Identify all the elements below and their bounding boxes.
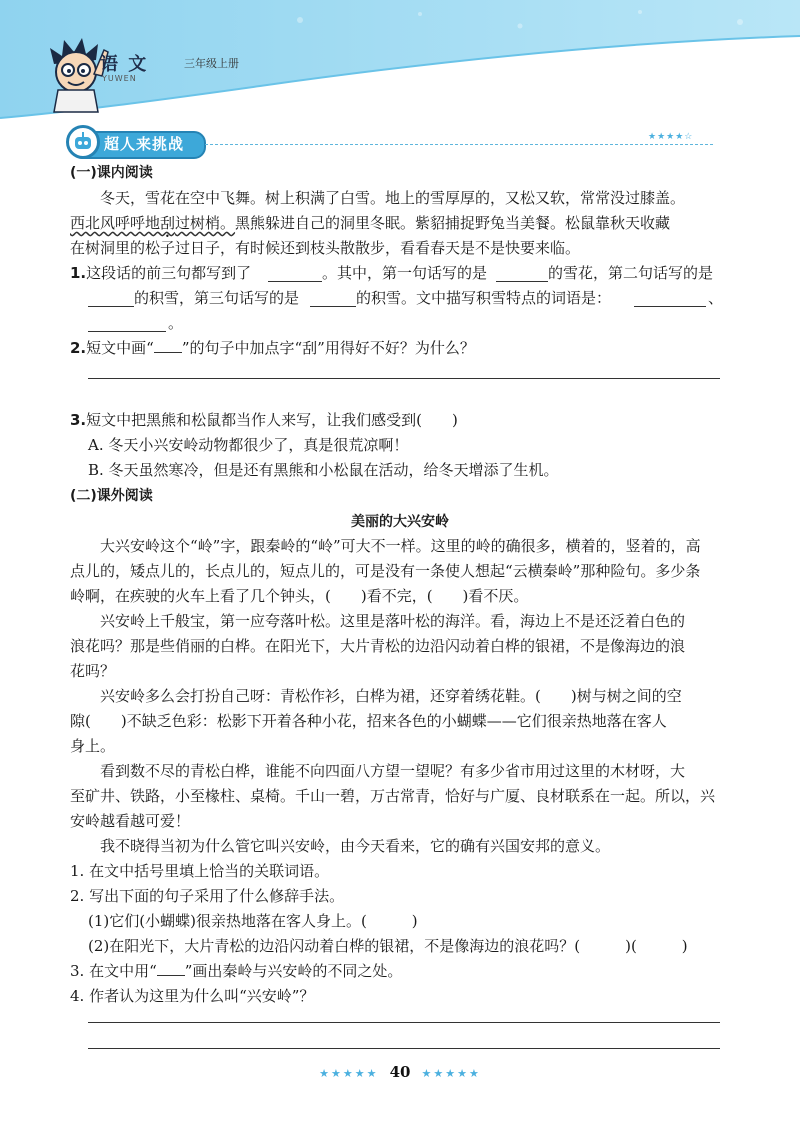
question-1: 1.这段话的前三句都写到了 — [70, 264, 252, 282]
article-line-10: 看到数不尽的青松白桦，谁能不向四面八方望一望呢？有多少省市用过这里的木材呀，大 — [100, 762, 686, 780]
p2-question-3: 3. 在文中用“ ”画出秦岭与兴安岭的不同之处。 — [70, 962, 403, 980]
blank-1e[interactable] — [634, 306, 706, 307]
article-line-12: 安岭越看越可爱！ — [70, 812, 191, 830]
article-line-3: 岭啊，在疾驶的火车上看了几个钟头，( )看不完，( )看不厌。 — [70, 587, 529, 605]
question-1-part-e: 的积雪。文中描写积雪特点的词语是： — [356, 289, 612, 307]
question-1-part-d: 的积雪，第三句话写的是 — [134, 289, 300, 307]
article-line-5: 浪花吗？那是些俏丽的白桦。在阳光下，大片青松的边沿闪动着白桦的银裙，不是像海边的浪 — [70, 637, 686, 655]
question-1-part-b: 。其中，第一句话写的是 — [322, 264, 488, 282]
footer-stars-left: ★★★★★ — [319, 1067, 379, 1080]
wavy-underlined-sentence: 西北风呼呼地刮过树梢。 — [70, 214, 236, 232]
difficulty-stars: ★★★★☆ — [648, 132, 694, 142]
p2-question-2: 2. 写出下面的句子采用了什么修辞手法。 — [70, 887, 345, 905]
p2-question-2-2[interactable]: (2)在阳光下，大片青松的边沿闪动着白桦的银裙，不是像海边的浪花吗？( )( ) — [88, 937, 688, 955]
subject-title: 语 文 — [100, 54, 149, 75]
passage1-line3: 在树洞里的松子过日子，有时候还到枝头散散步，看看春天是不是快要来临。 — [70, 239, 581, 257]
article-line-2: 点儿的，矮点儿的，长点儿的，短点儿的，可是没有一条使人想起“云横秦岭”那种险句。多少条 — [70, 562, 701, 580]
answer-line-q4b[interactable] — [88, 1048, 720, 1049]
page-header — [0, 0, 800, 130]
p2-question-1: 1. 在文中括号里填上恰当的关联词语。 — [70, 862, 330, 880]
page-footer — [0, 1062, 800, 1081]
dotted-char: 刮 — [160, 214, 176, 232]
article-line-11: 至矿井、铁路，小至椽柱、桌椅。千山一碧，万古常青，恰好与广厦、良材联系在一起。所以，兴 — [70, 787, 716, 805]
option-b[interactable]: B. 冬天虽然寒冷，但是还有黑熊和小松鼠在活动，给冬天增添了生机。 — [88, 461, 559, 479]
article-line-6: 花吗？ — [70, 662, 116, 680]
question-2: 2.短文中画“ ”的句子中加点字“刮”用得好不好？为什么？ — [70, 339, 475, 357]
part2-label: (二)课外阅读 — [70, 488, 153, 504]
passage1-line2: 西北风呼呼地刮过树梢。黑熊躲进自己的洞里冬眠。紫貂捕捉野兔当美餐。松鼠靠秋天收藏 — [70, 214, 671, 232]
article-line-9: 身上。 — [70, 737, 116, 755]
p2-question-2-1[interactable]: (1)它们(小蝴蝶)很亲热地落在客人身上。( ) — [88, 912, 418, 930]
article-line-7: 兴安岭多么会打扮自己呀：青松作衫，白桦为裙，还穿着绣花鞋。( )树与树之间的空 — [100, 687, 682, 705]
section-divider — [205, 144, 713, 145]
section-title: 超人来挑战 — [104, 135, 185, 153]
subject-pinyin: YUWEN — [102, 74, 137, 83]
page-number: 40 — [389, 1063, 411, 1081]
answer-line-q4a[interactable] — [88, 1022, 720, 1023]
blank-1a[interactable] — [268, 281, 322, 282]
answer-line-q2[interactable] — [88, 378, 720, 379]
footer-stars-right: ★★★★★ — [421, 1067, 481, 1080]
blank-1f[interactable] — [88, 331, 166, 332]
question-1-part-f: 、 — [708, 289, 724, 307]
question-3: 3.短文中把黑熊和松鼠都当作人来写，让我们感受到( ) — [70, 411, 458, 429]
grade-label: 三年级上册 — [184, 57, 239, 70]
article-title: 美丽的大兴安岭 — [351, 514, 449, 530]
option-a[interactable]: A. 冬天小兴安岭动物都很少了，真是很荒凉啊！ — [88, 436, 409, 454]
question-1-part-c: 的雪花，第二句话写的是 — [548, 264, 714, 282]
blank-1b[interactable] — [496, 281, 548, 282]
passage1-line1: 冬天，雪花在空中飞舞。树上积满了白雪。地上的雪厚厚的，又松又软，常常没过膝盖。 — [100, 189, 686, 207]
brand — [100, 50, 239, 83]
blank-1c[interactable] — [88, 306, 134, 307]
article-line-8: 隙( )不缺乏色彩：松影下开着各种小花，招来各色的小蝴蝶——它们很亲热地落在客人 — [70, 712, 667, 730]
part1-label: (一)课内阅读 — [70, 165, 153, 181]
article-line-1: 大兴安岭这个“岭”字，跟秦岭的“岭”可大不一样。这里的岭的确很多，横着的，竖着的，高 — [100, 537, 701, 555]
article-line-4: 兴安岭上千般宝，第一应夸落叶松。这里是落叶松的海洋。看，海边上不是还泛着白色的 — [100, 612, 686, 630]
robot-badge-icon — [66, 125, 100, 159]
question-1-part-g: 。 — [168, 314, 184, 332]
blank-1d[interactable] — [310, 306, 356, 307]
p2-question-4: 4. 作者认为这里为什么叫“兴安岭”？ — [70, 987, 315, 1005]
article-line-13: 我不晓得当初为什么管它叫兴安岭，由今天看来，它的确有兴国安邦的意义。 — [100, 837, 611, 855]
